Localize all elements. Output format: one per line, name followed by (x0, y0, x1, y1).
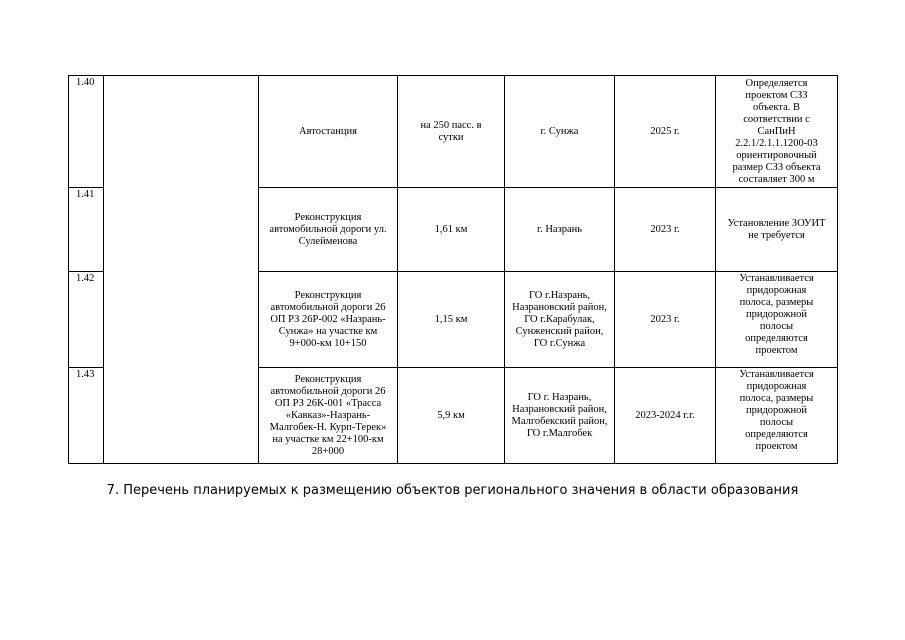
object-name: Реконструкция автомобильной дороги 26 ОП РЗ 26Р-002 «Назрань- Сунжа» на участке км 9+000-км 10+150 (259, 272, 398, 368)
objects-table (68, 75, 838, 464)
object-note: Устанавливается придорожная полоса, размеры придорожной полосы определяются проектом (716, 272, 838, 368)
object-location: г. Назрань (505, 188, 615, 272)
row-number: 1.42 (69, 272, 104, 368)
object-year: 2023-2024 г.г. (615, 368, 716, 464)
object-note: Устанавливается придорожная полоса, размеры придорожной полосы определяются проектом (716, 368, 838, 464)
row-number: 1.40 (69, 76, 104, 188)
object-name: Реконструкция автомобильной дороги ул. Сулейменова (259, 188, 398, 272)
row-number: 1.41 (69, 188, 104, 272)
object-location: ГО г. Назрань, Назрановский район, Малгобекский район, ГО г.Малгобек (505, 368, 615, 464)
section-heading: 7. Перечень планируемых к размещению объектов регионального значения в области образования (106, 483, 799, 498)
merged-empty-cell (104, 76, 259, 464)
object-capacity: 1,61 км (398, 188, 505, 272)
object-location: г. Сунжа (505, 76, 615, 188)
object-name: Реконструкция автомобильной дороги 26 ОП РЗ 26К-001 «Трасса «Кавказ»-Назрань- Малгобек-Н. Курп-Терек» на участке км 22+100-км 28+000 (259, 368, 398, 464)
table-row (69, 76, 838, 188)
object-note: Установление ЗОУИТ не требуется (716, 188, 838, 272)
object-capacity: 1,15 км (398, 272, 505, 368)
object-location: ГО г.Назрань, Назрановский район, ГО г.Карабулак, Сунженский район, ГО г.Сунжа (505, 272, 615, 368)
object-capacity: 5,9 км (398, 368, 505, 464)
object-year: 2025 г. (615, 76, 716, 188)
object-year: 2023 г. (615, 188, 716, 272)
object-capacity: на 250 пасс. в сутки (398, 76, 505, 188)
object-note: Определяется проектом СЗЗ объекта. В соответствии с СанПиН 2.2.1/2.1.1.1200-03 ориентировочный размер СЗЗ объекта составляет 300 м (716, 76, 838, 188)
object-year: 2023 г. (615, 272, 716, 368)
object-name: Автостанция (259, 76, 398, 188)
row-number: 1.43 (69, 368, 104, 464)
